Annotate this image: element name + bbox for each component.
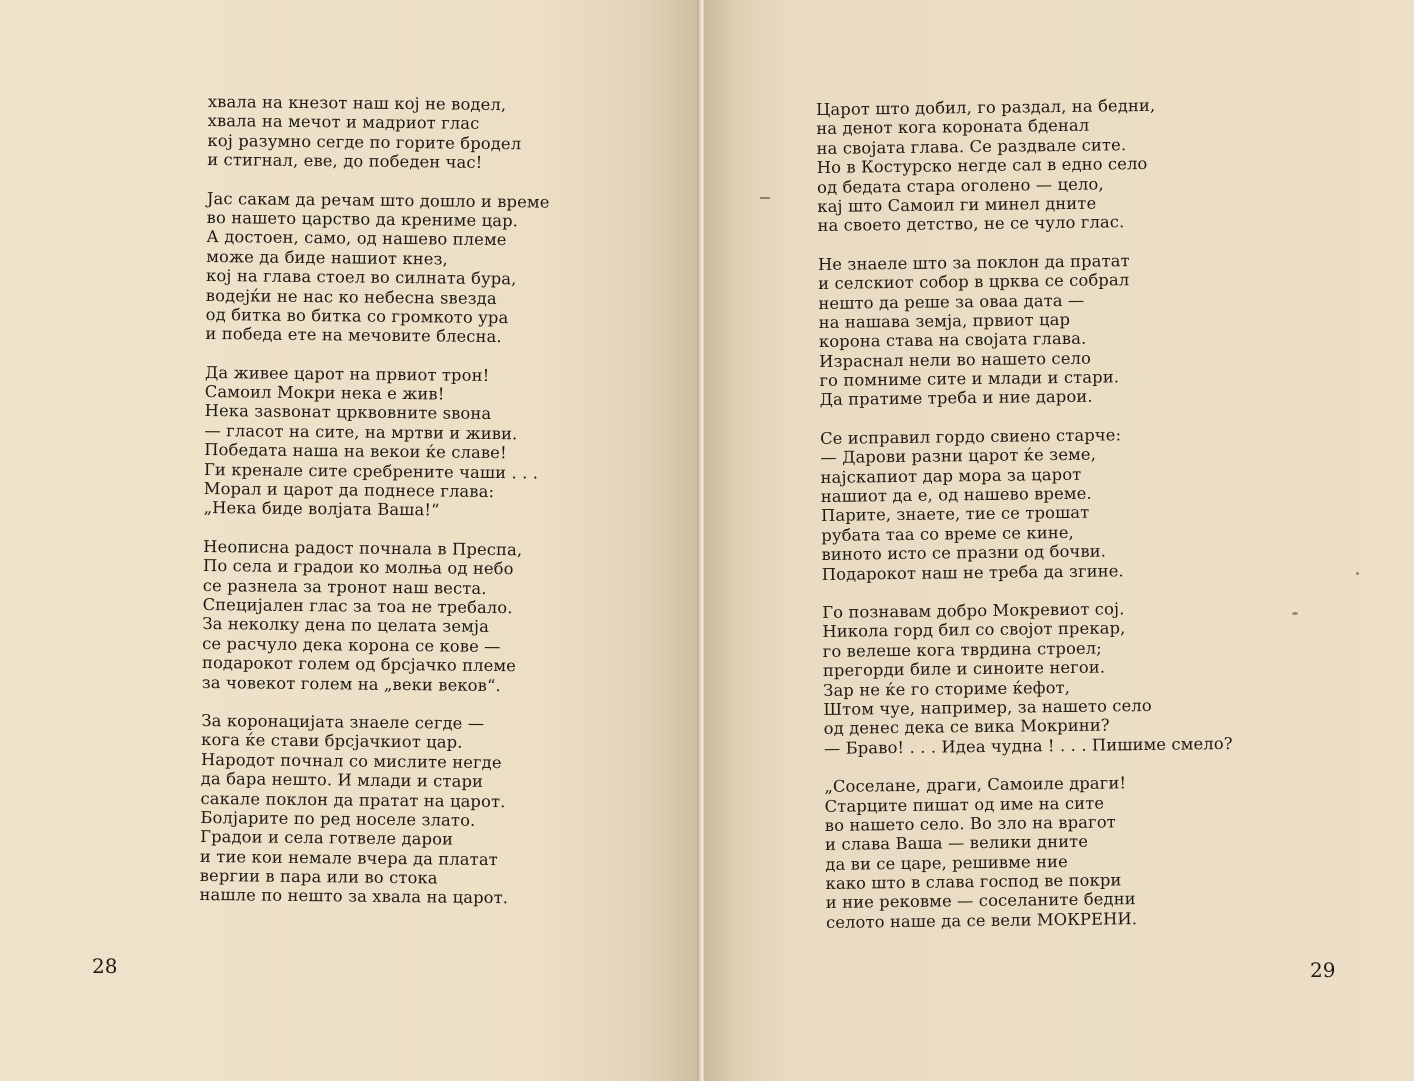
verse-line: во нашето царство да крениме цар. [206,207,519,231]
verse-line: Се исправил гордо свиено старче: [820,425,1122,448]
verse-line: Старците пишат од име на сите [824,793,1105,816]
verse-line: „Нека биде волјата Ваша!“ [203,498,440,520]
verse-line: од денес дека се вика Мокрини? [823,715,1110,739]
verse-line: нешто да реше за оваа дата — [818,290,1085,313]
verse-line: — Дарови разни царот ќе земе, [820,444,1097,468]
verse-line: Зар не ќе го сториме ќефот, [823,677,1071,700]
verse-line: и слава Ваша — велики дните [824,832,1089,855]
verse-line: на своето детство, не се чуло глас. [817,212,1125,236]
verse-line: селото наше да се вели МОКРЕНИ. [825,908,1138,932]
verse-line: на својата глава. Се раздвале сите. [816,134,1127,158]
verse-line: „Соселане, драги, Самоиле драги! [824,773,1127,797]
verse-line: Парите, знаете, тие се трошат [820,503,1090,526]
verse-line: Царот што добил, го раздал, на бедни, [816,95,1156,119]
verse-line: Израснал нели во нашето село [819,348,1092,371]
verse-line: Нека заѕвонат црквовните ѕвона [204,401,492,424]
verse-line: и ние рековме — соселаните бедни [825,889,1136,913]
verse-line: на денот кога короната бденал [816,116,1090,139]
verse-line: и стигнал, еве, до победен час! [207,150,483,173]
verse-line: За коронацијата знаеле сегде — [201,710,485,733]
verse-line: рубата таа со време се кине, [821,522,1075,545]
stanza [820,422,1412,584]
verse-line: нашиот да е, од нашево време. [820,483,1092,507]
verse-line: кој на глава стоел во силната бура, [205,266,517,289]
verse-line: подарокот голем од брсјачко племе [201,653,517,676]
verse-line: од битка во битка со громкото ура [205,304,509,328]
verse-line: Победата наша на векои ќе славе! [204,440,507,463]
verse-line: се расчуло дека корона се кове — [202,633,501,656]
stanza [822,596,1414,758]
stanza [207,92,638,174]
verse-line: По села и градои ко молња од небо [202,556,514,579]
right-page [704,0,1414,1081]
verse-line: Да живее царот на првиот трон! [204,362,490,385]
ink-speck [760,197,770,199]
verse-line: Ги кренале сите сребрените чаши . . . [203,459,539,483]
verse-line: и тие кои немале вчера да платат [199,846,499,869]
verse-line: Градои и села готвеле дарои [200,827,454,849]
verse-line: Но в Костурско негде сал в едно село [816,154,1148,178]
verse-line: А достоен, само, од нашево племе [206,227,507,250]
page-number-left: 28 [92,954,118,978]
stanza [202,537,634,697]
verse-line: сакале поклон да пратат на царот. [200,788,506,811]
stanza [824,770,1414,932]
verse-line: вергии в пара или во стока [199,866,438,888]
right-poem [816,93,1414,951]
verse-line: корона става на својата глава. [818,329,1087,352]
verse-line: и селскиот собор в црква се собрал [818,270,1130,294]
verse-line: водејќи не нас ко небесна ѕвезда [205,285,497,308]
left-page [0,0,700,1081]
left-poem [199,92,638,928]
verse-line: — Браво! . . . Идеа чудна ! . . . Пишиме смело? [823,733,1233,758]
ink-speck [1292,612,1298,615]
ink-speck [1356,572,1359,575]
verse-line: хвала на кнезот наш кој не водел, [207,92,507,115]
verse-line: да бара нешто. И млади и стари [200,769,484,792]
verse-line: може да биде нашиот кнез, [206,246,449,269]
verse-line: Самоил Мокри нека е жив! [204,382,445,404]
verse-line: за човекот голем на „веки веков“. [201,672,501,695]
verse-line: Болјарите по ред носеле злато. [200,807,476,830]
verse-line: Народот почнал со мислите негде [200,749,502,772]
verse-line: Подарокот наш не треба да згине. [821,560,1124,584]
verse-line: го велеше кога тврдина строел; [822,638,1102,661]
stanza [816,93,1408,236]
verse-line: на нашава земја, првиот цар [818,309,1071,332]
verse-line: хвала на мечот и мадриот глас [207,111,480,134]
verse-line: од бедата стара оголено — цело, [816,174,1104,197]
verse-line: Морал и царот да поднесе глава: [203,479,495,502]
verse-line: Специјален глас за тоа не требало. [202,594,513,618]
verse-line: За неколку дена по целата земја [202,614,490,637]
page-number-right: 29 [1310,958,1336,982]
verse-line: — гласот на сите, на мртви и живи. [204,420,518,444]
stanza [204,363,636,523]
verse-line: најскапиот дар мора за царот [820,464,1082,487]
verse-line: прегорди биле и синоите негои. [822,657,1106,681]
verse-line: Не знаеле што за поклон да пратат [817,250,1130,274]
verse-line: Го познавам добро Мокревиот сој. [822,599,1125,622]
verse-line: виното исто се празни од бочви. [821,541,1107,565]
stanza [818,248,1410,410]
verse-line: кога ќе стави брсјачкиот цар. [201,730,463,753]
verse-line: нашле по нешто за хвала на царот. [199,885,509,908]
verse-line: го помниме сите и млади и стари. [819,367,1120,391]
verse-line: како што в слава господ ве покри [825,870,1122,894]
verse-line: кој разумно сегде по горите бродел [207,130,522,154]
verse-line: Никола горд бил со својот прекар, [822,618,1126,642]
stanza [205,189,637,349]
verse-line: се разнела за тронот наш веста. [202,575,487,598]
verse-line: Штом чуе, например, за нашето село [823,695,1152,719]
verse-line: кај што Самоил ги минел дните [817,193,1097,216]
verse-line: Да пратиме треба и ние дарои. [819,387,1093,410]
verse-line: да ви се царе, решивме ние [825,851,1068,874]
verse-line: и победа ете на мечовите блесна. [205,324,502,347]
stanza [199,711,631,909]
verse-line: Неописна радост почнала в Преспа, [203,536,523,560]
verse-line: Јас сакам да речам што дошло и време [206,188,550,212]
verse-line: во нашето село. Во зло на врагот [824,812,1116,835]
